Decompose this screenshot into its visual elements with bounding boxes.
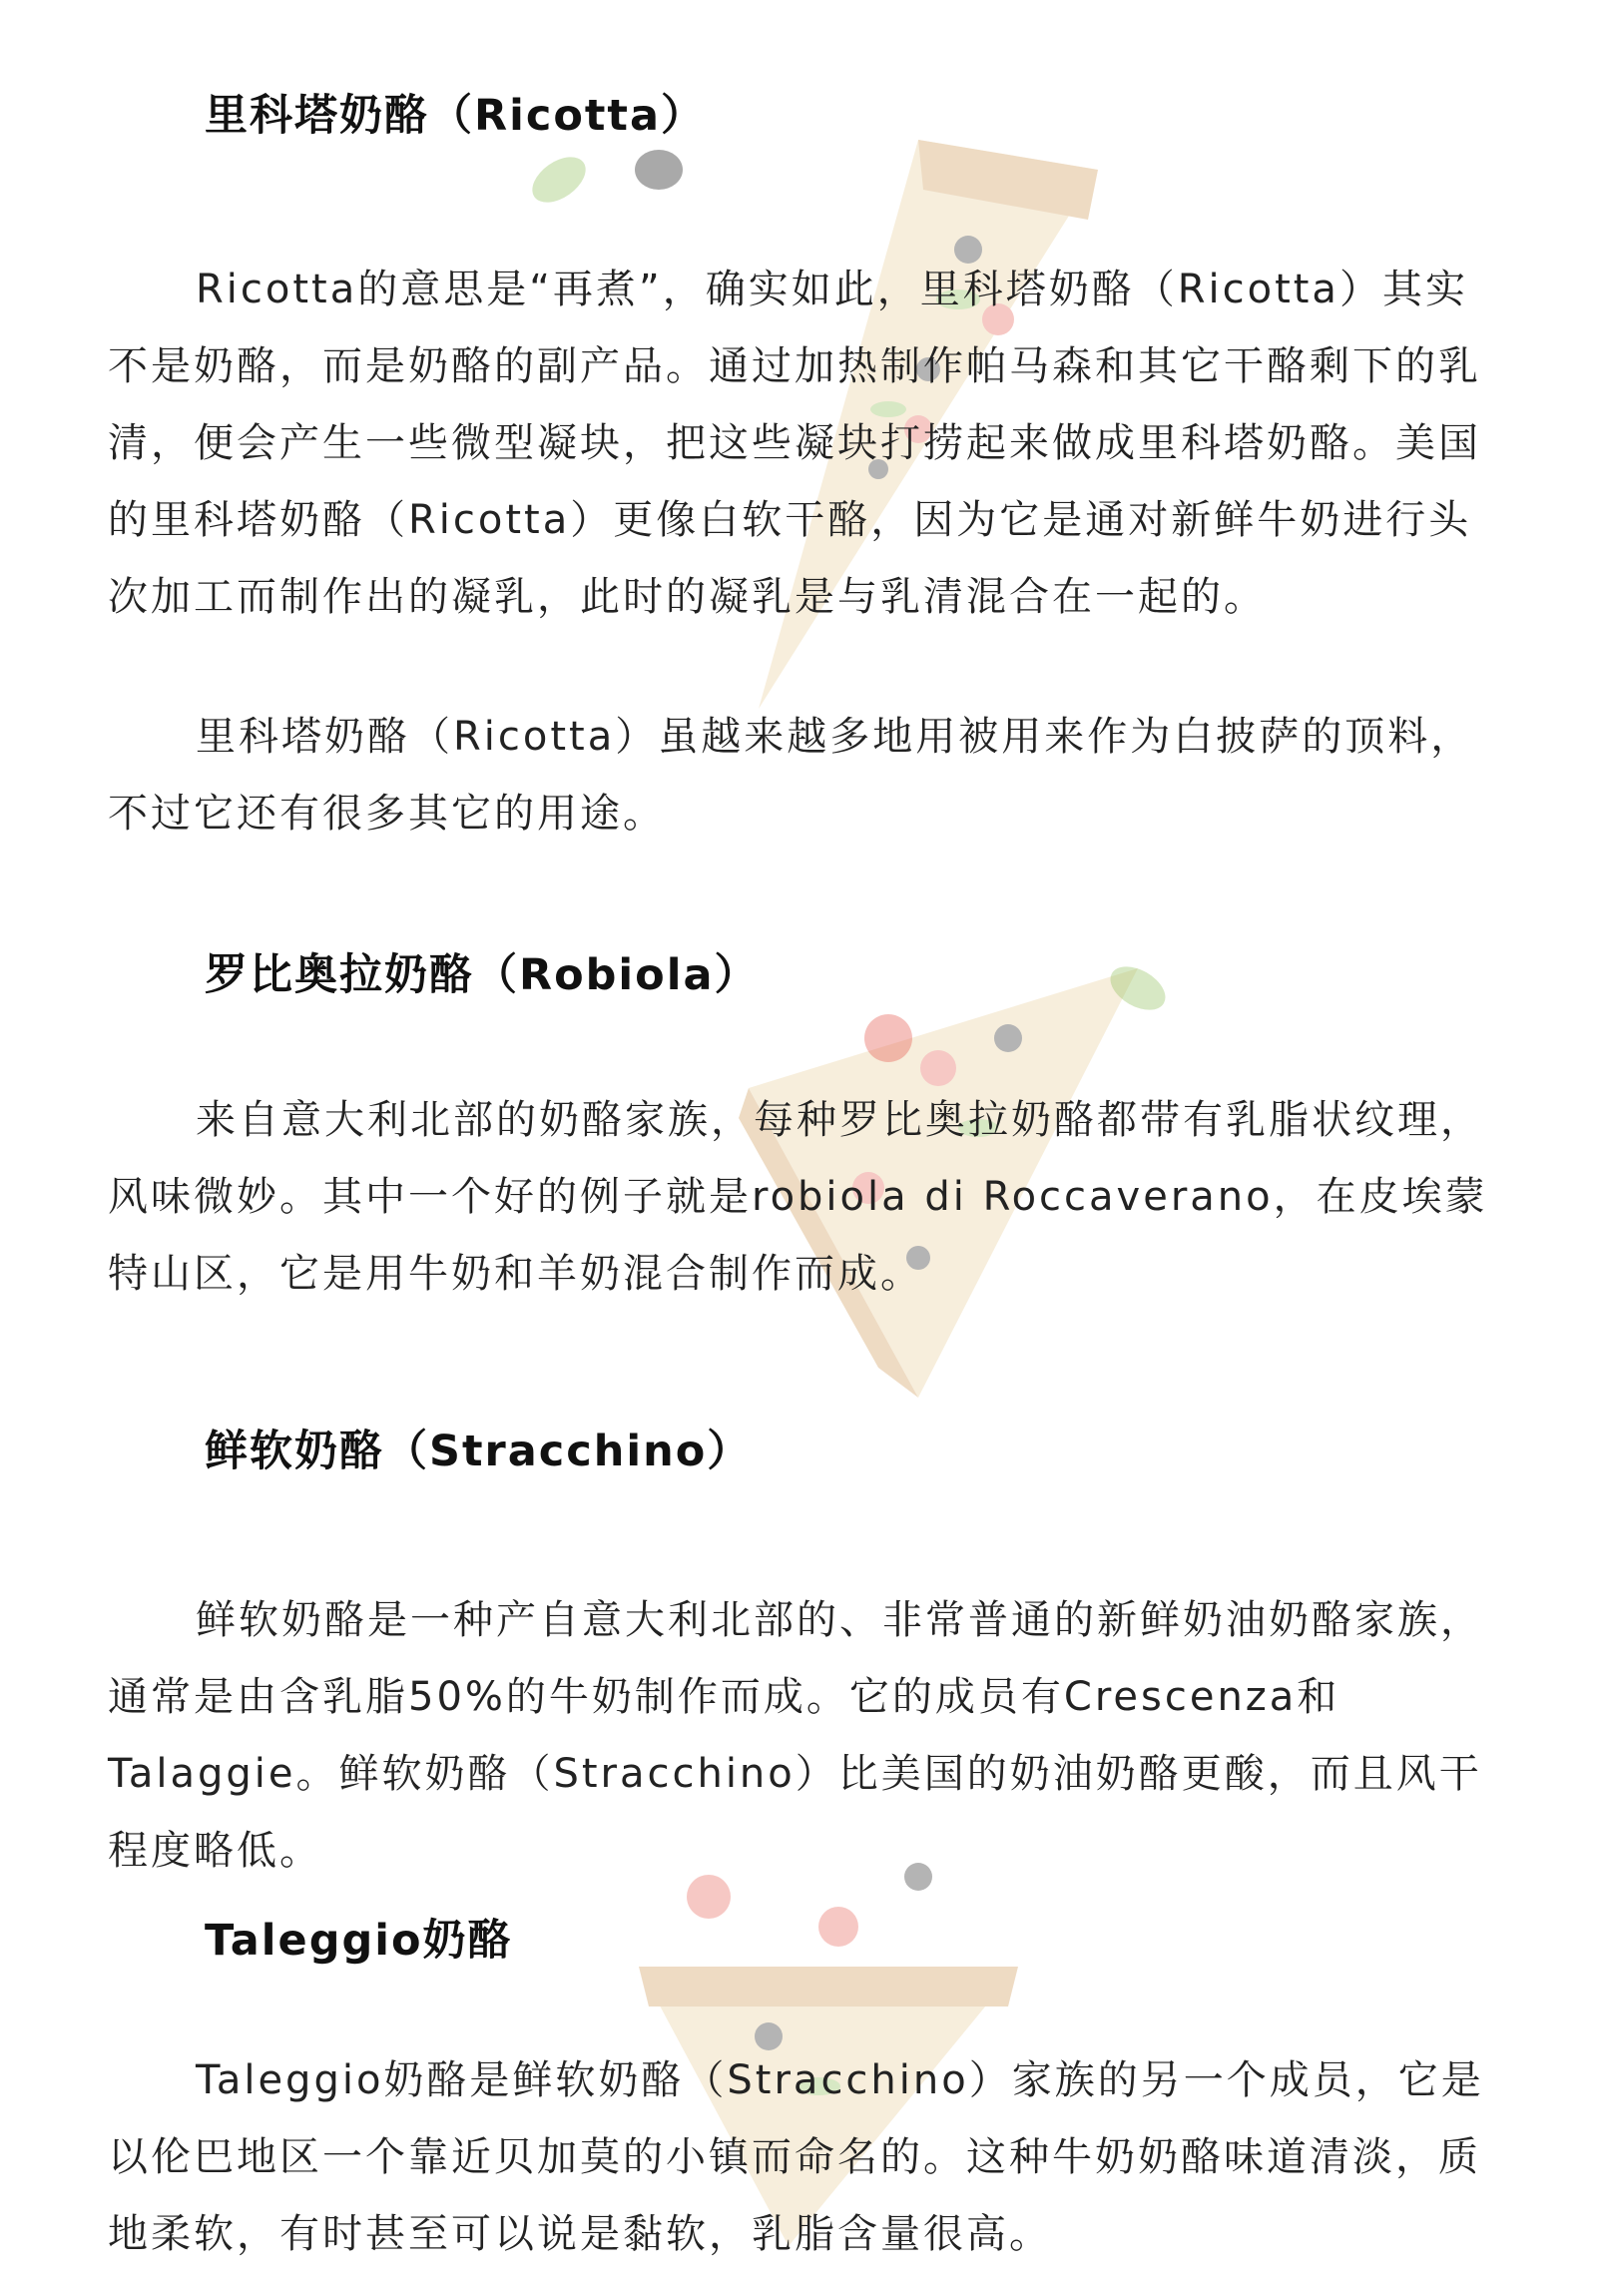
section-heading: 里科塔奶酪（Ricotta）: [205, 91, 707, 141]
basil-leaf-icon: [1103, 953, 1173, 1023]
paragraph: Taleggio奶酪是鲜软奶酪（Stracchino）家族的另一个成员，它是以伦巴地区一个靠近贝加莫的小镇而命名的。这种牛奶奶酪味道清淡，质地柔软，有时甚至可以说是黏软，乳脂含量很高。: [108, 2057, 1484, 2257]
paragraph: 里科塔奶酪（Ricotta）虽越来越多地用被用来作为白披萨的顶料，不过它还有很多其它的用途。: [108, 714, 1474, 837]
paragraph: Ricotta的意思是“再煮”，确实如此，里科塔奶酪（Ricotta）其实不是奶酪，而是奶酪的副产品。通过加热制作帕马森和其它干酪剩下的乳清，便会产生一些微型凝块，把这些凝块打捞起来做成里科塔奶酪。美国的里科塔奶酪（Ricotta）更像白软干酪，因为它是通对新鲜牛奶进行头次加工而制作出的凝乳，此时的凝乳是与乳清混合在一起的。: [108, 267, 1481, 620]
basil-leaf-icon: [524, 145, 594, 215]
paragraph: 鲜软奶酪是一种产自意大利北部的、非常普通的新鲜奶油奶酪家族，通常是由含乳脂50%的牛奶制作而成。它的成员有Crescenza和Talaggie。鲜软奶酪（Stracchino）比美国的奶油奶酪更酸，而且风干程度略低。: [108, 1597, 1483, 1874]
section-heading: 鲜软奶酪（Stracchino）: [205, 1427, 753, 1476]
olive-icon: [629, 140, 689, 200]
section-heading: Taleggio奶酪: [205, 1916, 513, 1966]
paragraph: 来自意大利北部的奶酪家族，每种罗比奥拉奶酪都带有乳脂状纹理，风味微妙。其中一个好的例子就是robiola di Roccaverano，在皮埃蒙特山区，它是用牛奶和羊奶混合制作而成。: [108, 1097, 1488, 1297]
tomato-icon: [858, 1008, 918, 1068]
section-heading: 罗比奥拉奶酪（Robiola）: [205, 950, 760, 1000]
